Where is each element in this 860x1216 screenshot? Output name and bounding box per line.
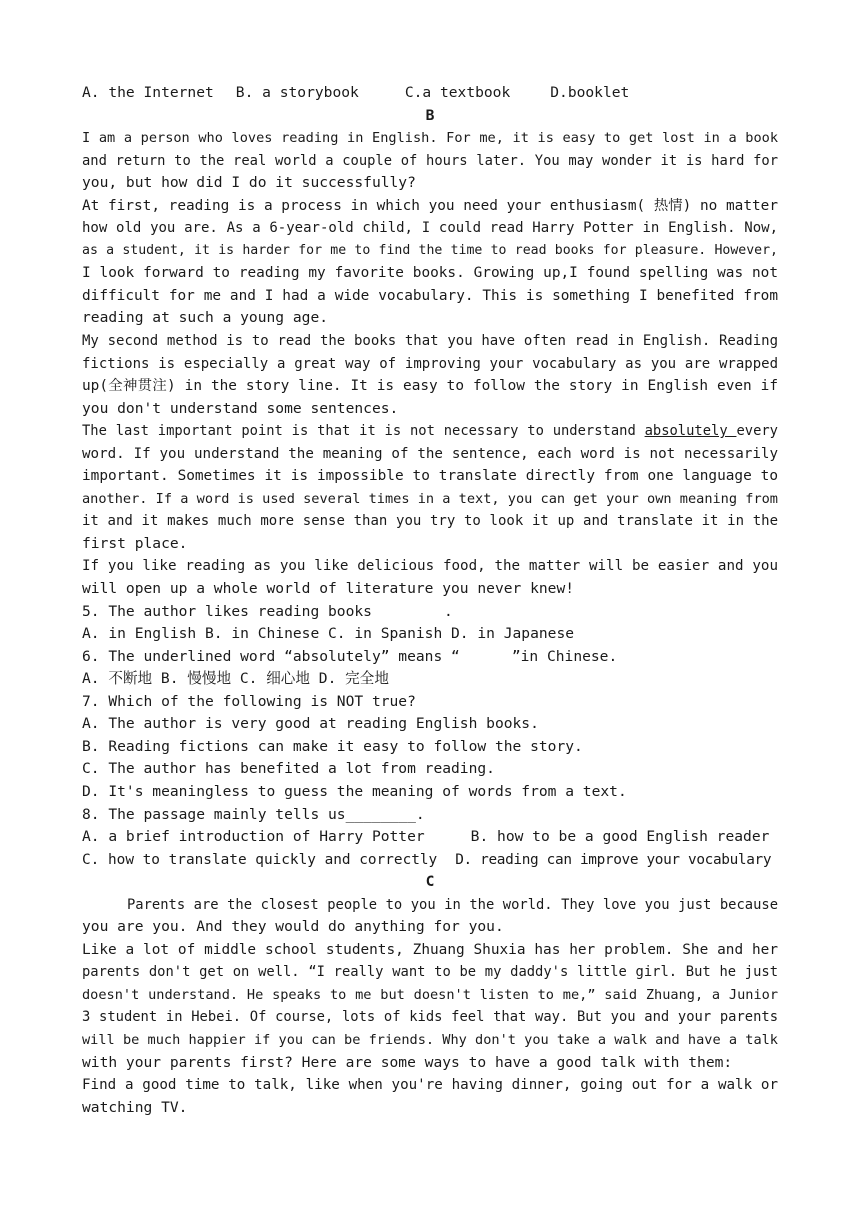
passage-b-line: At first, reading is a process in which you need your enthusiasm( 热情) no matter <box>82 197 778 214</box>
passage-c-line: Like a lot of middle school students, Zhuang Shuxia has her problem. She and her <box>82 941 778 958</box>
section-c-heading: C <box>425 873 435 891</box>
question-5 <box>82 601 778 624</box>
question-end: . <box>443 602 453 620</box>
question-7-option-c: C. The author has benefited a lot from reading. <box>82 760 495 778</box>
passage-b-line: will open up a whole world of literature you never knew! <box>82 580 575 598</box>
question-7-option-a: A. The author is very good at reading English books. <box>82 715 539 733</box>
question-8-options-row1 <box>82 826 778 849</box>
passage-b-line: word. If you understand the meaning of the sentence, each word is not necessarily <box>82 445 778 462</box>
passage-b-line: you, but how did I do it successfully? <box>82 174 416 192</box>
question-7: 7. Which of the following is NOT true? <box>82 692 416 710</box>
passage-c-line: parents don't get on well. “I really want to be my daddy's little girl. But he just <box>82 964 778 981</box>
passage-b-underlined-line <box>82 420 778 443</box>
question-8-option-b: B. how to be a good English reader <box>470 828 770 846</box>
question-5-options: A. in English B. in Chinese C. in Spanish D. in Japanese <box>82 625 575 643</box>
question-end: ”in Chinese. <box>511 647 618 665</box>
section-b-heading: B <box>425 106 435 124</box>
passage-b-line: and return to the real world a couple of hours later. You may wonder it is hard for <box>82 152 778 169</box>
passage-b-line: difficult for me and I had a wide vocabulary. This is something I benefited from <box>82 287 778 304</box>
option-a: A. the Internet <box>82 84 214 101</box>
question-6-options: A. 不断地 B. 慢慢地 C. 细心地 D. 完全地 <box>82 670 389 688</box>
passage-b-line: it and it makes much more sense than you try to look it up and translate it in the <box>82 513 778 530</box>
passage-c-line: will be much happier if you can be friends. Why don't you take a walk and have a talk <box>82 1031 778 1048</box>
passage-b-line: If you like reading as you like delicious food, the matter will be easier and you <box>82 558 778 575</box>
passage-c-line: with your parents first? Here are some ways to have a good talk with them: <box>82 1053 733 1071</box>
question-7-option-d: D. It's meaningless to guess the meaning of words from a text. <box>82 782 627 800</box>
passage-b-line: important. Sometimes it is impossible to translate directly from one language to <box>82 468 778 485</box>
question-8-option-a: A. a brief introduction of Harry Potter <box>82 828 425 846</box>
passage-c-line: Find a good time to talk, like when you're having dinner, going out for a walk or <box>82 1077 778 1094</box>
passage-c-line: you are you. And they would do anything for you. <box>82 918 504 936</box>
document-page <box>82 82 778 1119</box>
question-8-option-d: D. reading can improve your vocabulary <box>455 851 772 868</box>
passage-b-line: how old you are. As a 6-year-old child, I could read Harry Potter in English. Now, <box>82 220 778 237</box>
option-c: C.a textbook <box>404 84 511 101</box>
question-8-options-row2 <box>82 849 778 872</box>
passage-b-line: up(全神贯注) in the story line. It is easy to follow the story in English even if <box>82 378 778 395</box>
question-8-option-c: C. how to translate quickly and correctly <box>82 851 438 868</box>
passage-b-line: another. If a word is used several times in a text, you can get your own meaning from <box>82 490 778 507</box>
question-8: 8. The passage mainly tells us________. <box>82 805 425 823</box>
passage-c-line: watching TV. <box>82 1098 188 1116</box>
passage-c-line: doesn't understand. He speaks to me but doesn't listen to me,” said Zhuang, a Junior <box>82 986 778 1003</box>
question-stem: 5. The author likes reading books <box>82 602 372 620</box>
passage-b-line: fictions is especially a great way of improving your vocabulary as you are wrapped <box>82 355 778 372</box>
passage-b-line: My second method is to read the books that you have often read in English. Reading <box>82 333 778 350</box>
passage-b-line: you don't understand some sentences. <box>82 399 399 417</box>
underlined-word: absolutely <box>644 423 737 440</box>
question-6 <box>82 646 778 669</box>
passage-b-line: I am a person who loves reading in English. For me, it is easy to get lost in a book <box>82 130 778 147</box>
option-b: B. a storybook <box>235 84 359 101</box>
question-7-option-b: B. Reading fictions can make it easy to follow the story. <box>82 737 583 755</box>
option-d: D.booklet <box>550 84 630 101</box>
passage-b-line: I look forward to reading my favorite books. Growing up,I found spelling was not <box>82 265 778 282</box>
passage-b-line: first place. <box>82 534 188 552</box>
passage-c-line: Parents are the closest people to you in the world. They love you just because <box>127 896 778 913</box>
passage-c-line: 3 student in Hebei. Of course, lots of kids feel that way. But you and your parents <box>82 1009 778 1026</box>
passage-b-line: reading at such a young age. <box>82 309 329 327</box>
line-text: The last important point is that it is not necessary to understand <box>82 423 645 440</box>
previous-question-options <box>82 82 778 105</box>
line-text: every <box>736 423 778 440</box>
passage-b-line: as a student, it is harder for me to find the time to read books for pleasure. However, <box>82 242 778 258</box>
question-stem: 6. The underlined word “absolutely” means “ <box>82 647 460 665</box>
